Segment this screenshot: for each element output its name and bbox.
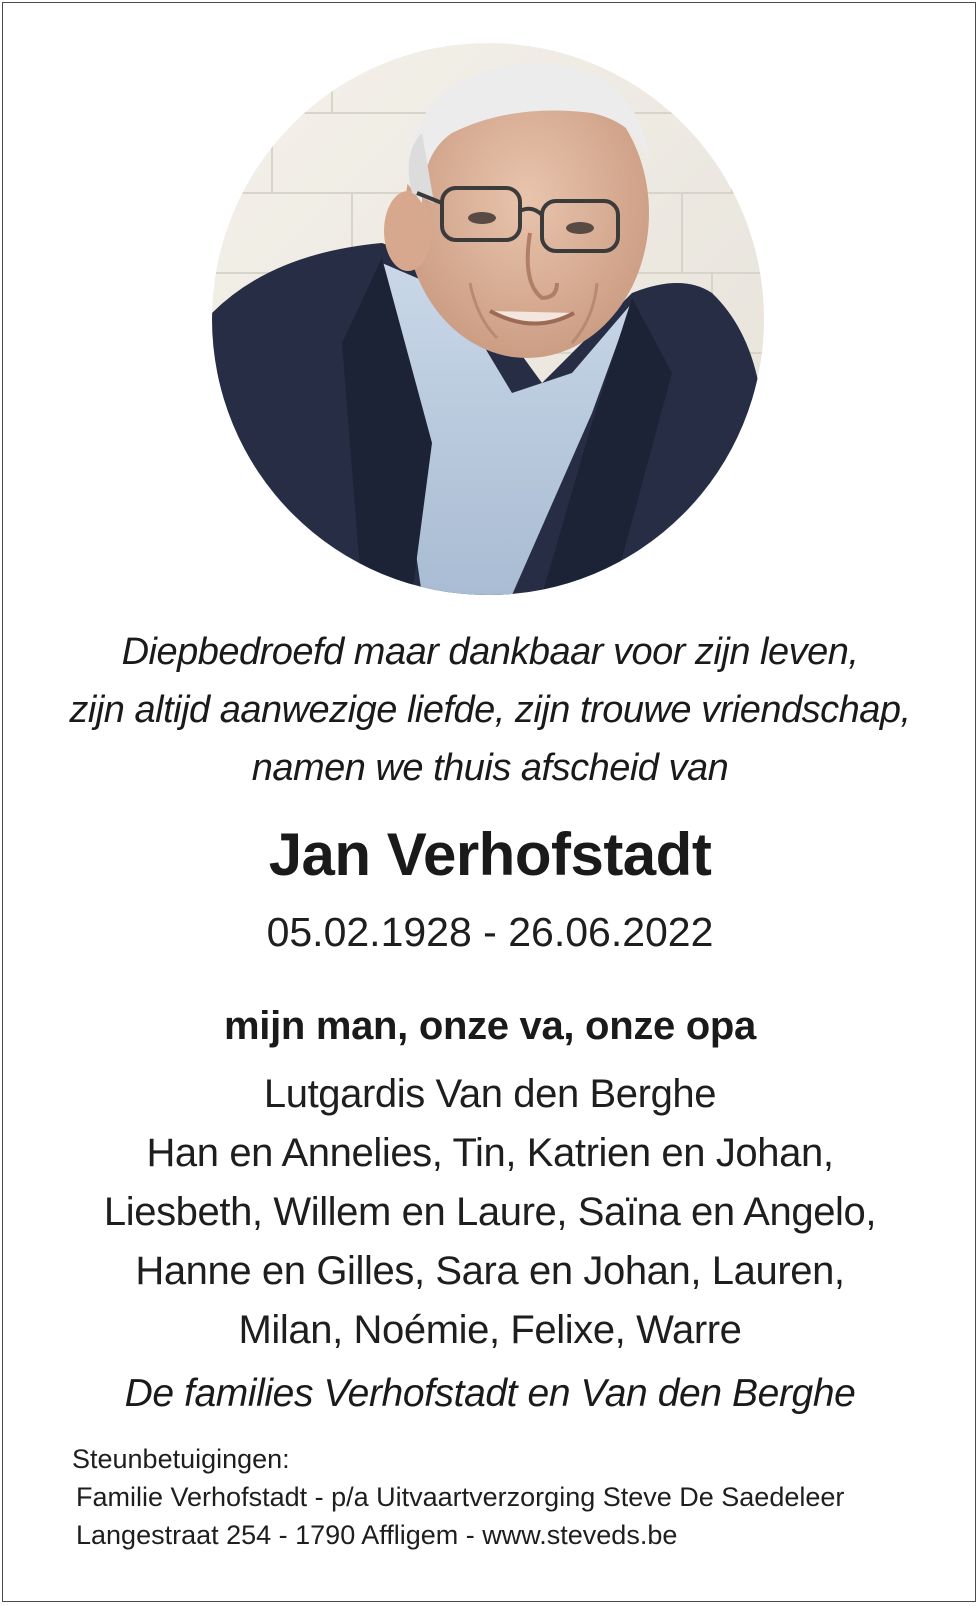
portrait-photo [212, 43, 764, 595]
families-signature: De families Verhofstadt en Van den Berghe [124, 1372, 856, 1415]
deceased-portrait-photo-icon [212, 43, 764, 595]
support-contact-line: Langestraat 254 - 1790 Affligem - www.steveds.be [76, 1520, 678, 1550]
intro-text [0, 623, 980, 797]
life-dates: 05.02.1928 - 26.06.2022 [266, 909, 714, 955]
relation-heading: mijn man, onze va, onze opa [224, 1004, 756, 1048]
support-address-line: Familie Verhofstadt - p/a Uitvaartverzorging Steve De Saedeleer [76, 1482, 845, 1512]
support-label: Steunbetuigingen: [72, 1444, 290, 1474]
relatives-line: Lutgardis Van den Berghe [263, 1072, 717, 1116]
relatives-line: Han en Annelies, Tin, Katrien en Johan, [146, 1131, 834, 1175]
intro-line: Diepbedroefd maar dankbaar voor zijn leven, [121, 631, 859, 673]
relatives-line: Hanne en Gilles, Sara en Johan, Lauren, [135, 1249, 845, 1293]
relatives-line: Liesbeth, Willem en Laure, Saïna en Angelo, [103, 1190, 877, 1234]
intro-line: zijn altijd aanwezige liefde, zijn trouwe vriendschap, [69, 689, 911, 731]
relatives-line: Milan, Noémie, Felixe, Warre [238, 1308, 742, 1352]
intro-line: namen we thuis afscheid van [251, 747, 729, 789]
relatives-list [0, 1065, 980, 1360]
deceased-name: Jan Verhofstadt [268, 821, 712, 888]
support-info [72, 1440, 844, 1554]
